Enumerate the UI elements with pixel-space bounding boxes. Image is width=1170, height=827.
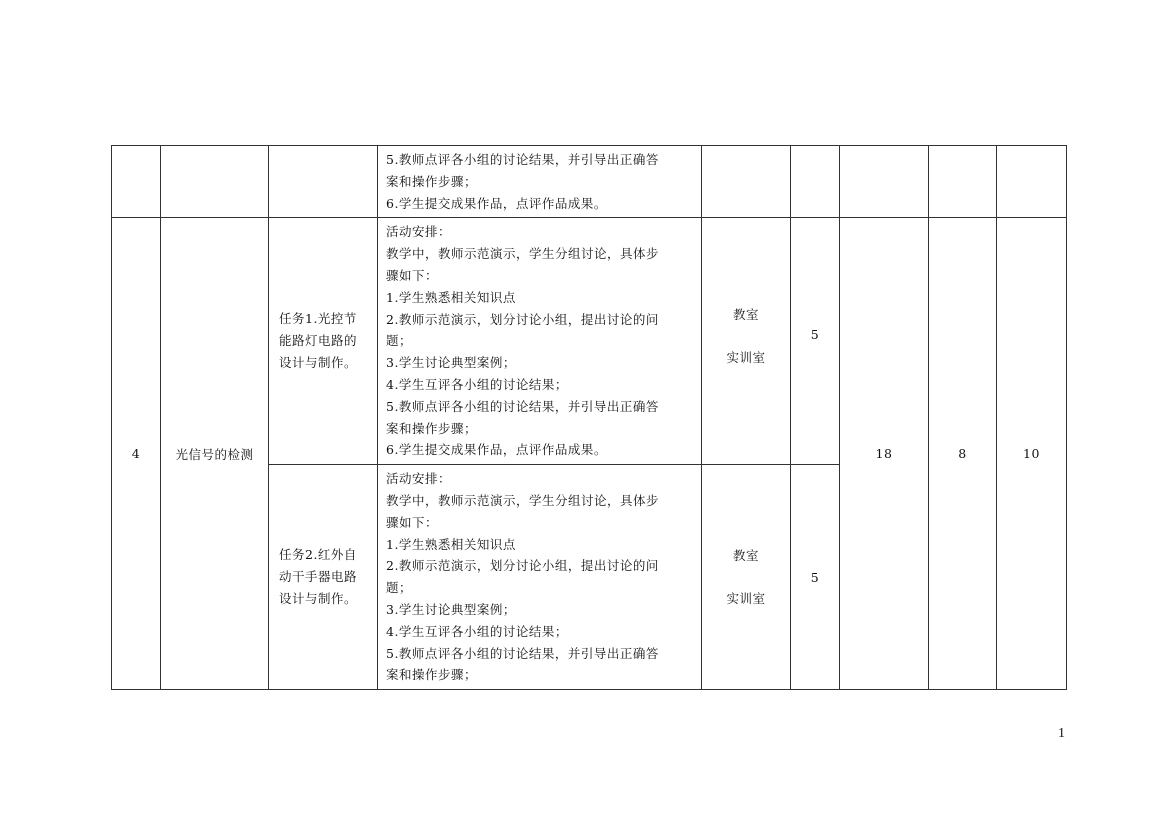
activity-line: 4.学生互评各小组的讨论结果； [386,376,568,392]
activity-line: 活动安排： [386,471,452,487]
activity-line: 教学中，教师示范演示，学生分组讨论，具体步 [386,492,660,508]
unit-col-a: 8 [929,218,997,690]
activity-line: 骤如下： [386,267,439,283]
activity-line: 5.教师点评各小组的讨论结果，并引导出正确答 [386,152,659,167]
task-hours: 5 [791,465,840,690]
cell-empty [791,146,840,218]
activity-line: 5.教师点评各小组的讨论结果，并引导出正确答 [386,398,659,414]
task-name-cell [269,465,378,690]
activity-line: 6.学生提交成果作品，点评作品成果。 [386,442,607,458]
table-row-continued [112,146,1067,218]
location-line: 教室 [732,547,759,563]
activity-line: 1.学生熟悉相关知识点 [386,536,516,552]
activity-line: 案和操作步骤； [386,173,478,189]
activity-line: 案和操作步骤； [386,420,478,436]
task-line: 设计与制作。 [279,591,358,607]
activity-line: 2.教师示范演示，划分讨论小组，提出讨论的问 [386,311,659,327]
activity-line: 2.教师示范演示，划分讨论小组，提出讨论的问 [386,558,659,574]
task-line: 动干手器电路 [279,569,358,585]
activity-line: 3.学生讨论典型案例； [386,355,516,371]
activity-line: 4.学生互评各小组的讨论结果； [386,623,568,639]
activities-cell [378,218,702,465]
cell-empty [112,146,161,218]
cell-empty [161,146,269,218]
activities-cell [378,146,702,218]
cell-empty [929,146,997,218]
location-line: 教室 [732,307,759,323]
page-number: 1 [1058,726,1065,741]
location-cell [702,218,791,465]
cell-empty [269,146,378,218]
cell-empty [702,146,791,218]
activity-line: 1.学生熟悉相关知识点 [386,289,516,305]
location-cell [702,465,791,690]
activity-line: 活动安排： [386,224,452,240]
activity-line: 3.学生讨论典型案例； [386,601,516,617]
unit-index: 4 [112,218,161,690]
activities-cell [378,465,702,690]
activity-line: 6.学生提交成果作品，点评作品成果。 [386,195,607,211]
activity-line: 案和操作步骤； [386,667,478,683]
unit-total-hours: 18 [840,218,929,690]
activity-line: 教学中，教师示范演示，学生分组讨论，具体步 [386,246,660,262]
task-line: 能路灯电路的 [279,333,358,349]
unit-col-b: 10 [997,218,1067,690]
task-line: 任务1.光控节 [279,311,357,327]
location-line: 实训室 [726,350,766,366]
task-hours: 5 [791,218,840,465]
activity-line: 5.教师点评各小组的讨论结果，并引导出正确答 [386,645,659,661]
activity-line: 题； [386,580,413,596]
task-name-cell [269,218,378,465]
task-line: 设计与制作。 [279,355,358,371]
activity-line: 题； [386,333,413,349]
cell-empty [997,146,1067,218]
cell-empty [840,146,929,218]
table-row-task-1 [112,218,1067,465]
unit-name: 光信号的检测 [161,218,269,690]
teaching-plan-table [111,145,1067,690]
activity-line: 骤如下： [386,514,439,530]
task-line: 任务2.红外自 [279,547,357,563]
location-line: 实训室 [726,590,766,606]
